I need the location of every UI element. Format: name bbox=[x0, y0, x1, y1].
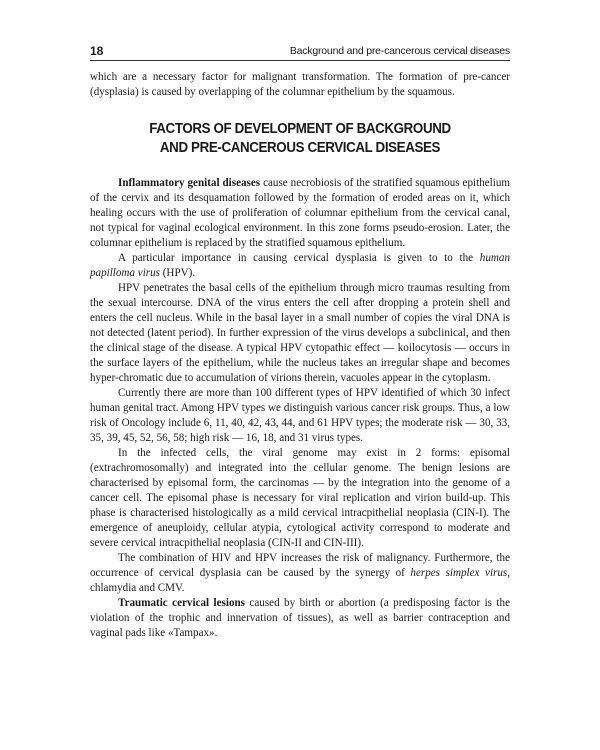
section-heading bbox=[107, 120, 493, 158]
paragraph-inflammatory bbox=[90, 176, 510, 251]
paragraph-hpv-penetration: HPV penetrates the basal cells of the epithelium through micro traumas resulting from the sexual intercourse. DNA of the virus enters the cell after dropping a protein shell and enters the cell nucleus. While in the basal layer in a small number of copies the viral DNA is not detected (latent period). In further expression of the virus develops a subclinical, and then the clinical stage of the disease. A typical HPV cytopathic effect — koilocytosis — occurs in the surface layers of the epithelium, while the nucleus takes an irregular shape and becomes hyper-chromatic due to accumulation of virions therein, vacuoles appear in the cytoplasm. bbox=[90, 282, 510, 384]
paragraph-viral-genome: In the infected cells, the viral genome may exist in 2 forms: episomal (extrachromosomally) and integrated into the cellular genome. The benign lesions are characterised by episomal form, the carcinomas — by the integration into the genome of a cancer cell. The episomal phase is necessary for viral replication and virion build-up. This phase is characterised histologically as a mild cervical intracpithelial neoplasia (CIN-I). The emergence of aneuploidy, cellular atypia, cytological activity correspond to moderate and severe cervical intracpithelial neoplasia (CIN-II and CIN-III). bbox=[90, 447, 510, 549]
heading-line-1: FACTORS OF DEVELOPMENT OF BACKGROUND bbox=[149, 121, 451, 137]
paragraph-hpv-importance bbox=[90, 251, 510, 281]
intro-paragraph: which are a necessary factor for malignant transformation. The formation of pre-cancer (dysplasia) is caused by overlapping of the columnar epithelium by the squamous. bbox=[90, 71, 510, 98]
term-inflammatory: Inflammatory genital diseases bbox=[118, 177, 261, 189]
paragraph-text: The combination of HIV and HPV increases the risk of malignancy. Furthermore, the occurrence of cervical dysplasia can be caused by the synergy of bbox=[90, 552, 510, 579]
term-hpv: human papilloma virus bbox=[90, 252, 510, 279]
paragraph-hpv-types: Currently there are more than 100 different types of HPV identified of which 30 infect human genital tract. Among HPV types we distinguish various cancer risk groups. Thus, a low risk of Oncology include 6, 11, 40, 42, 43, 44, and 61 HPV types; the moderate risk — 30, 33, 35, 39, 45, 52, 56, 58; high risk — 16, 18, and 31 virus types. bbox=[90, 387, 510, 444]
paragraph-traumatic bbox=[90, 596, 510, 641]
paragraph-text: cause necrobiosis of the stratified squamous epithelium of the cervix and its desquamation followed by the formation of eroded areas on it, which healing occurs with the use of proliferation of columnar epithelium from the cervical canal, not typical for vaginal ecological environment. In this zone forms pseudo-erosion. Later, the columnar epithelium is replaced by the stratified squamous epithelium. bbox=[90, 177, 510, 249]
term-traumatic: Traumatic cervical lesions bbox=[118, 597, 245, 609]
paragraph-text-end: (HPV). bbox=[159, 267, 196, 279]
body-text bbox=[90, 70, 510, 641]
paragraph-text: A particular importance in causing cervical dysplasia is given to to the bbox=[118, 252, 480, 264]
paragraph-hiv-hpv bbox=[90, 551, 510, 596]
running-header bbox=[90, 40, 510, 61]
heading-line-2: AND PRE-CANCEROUS CERVICAL DISEASES bbox=[159, 140, 441, 156]
paragraph-text: caused by birth or abortion (a predisposing factor is the violation of the trophic and innervation of tissues), as well as barrier contraception and vaginal pads like «Tampax». bbox=[90, 597, 510, 639]
running-title: Background and pre-cancerous cervical diseases bbox=[289, 45, 510, 57]
paragraph-text-end: , chlamydia and CMV. bbox=[90, 567, 510, 594]
page-number: 18 bbox=[90, 44, 104, 58]
term-herpes: herpes simplex virus bbox=[410, 567, 508, 579]
